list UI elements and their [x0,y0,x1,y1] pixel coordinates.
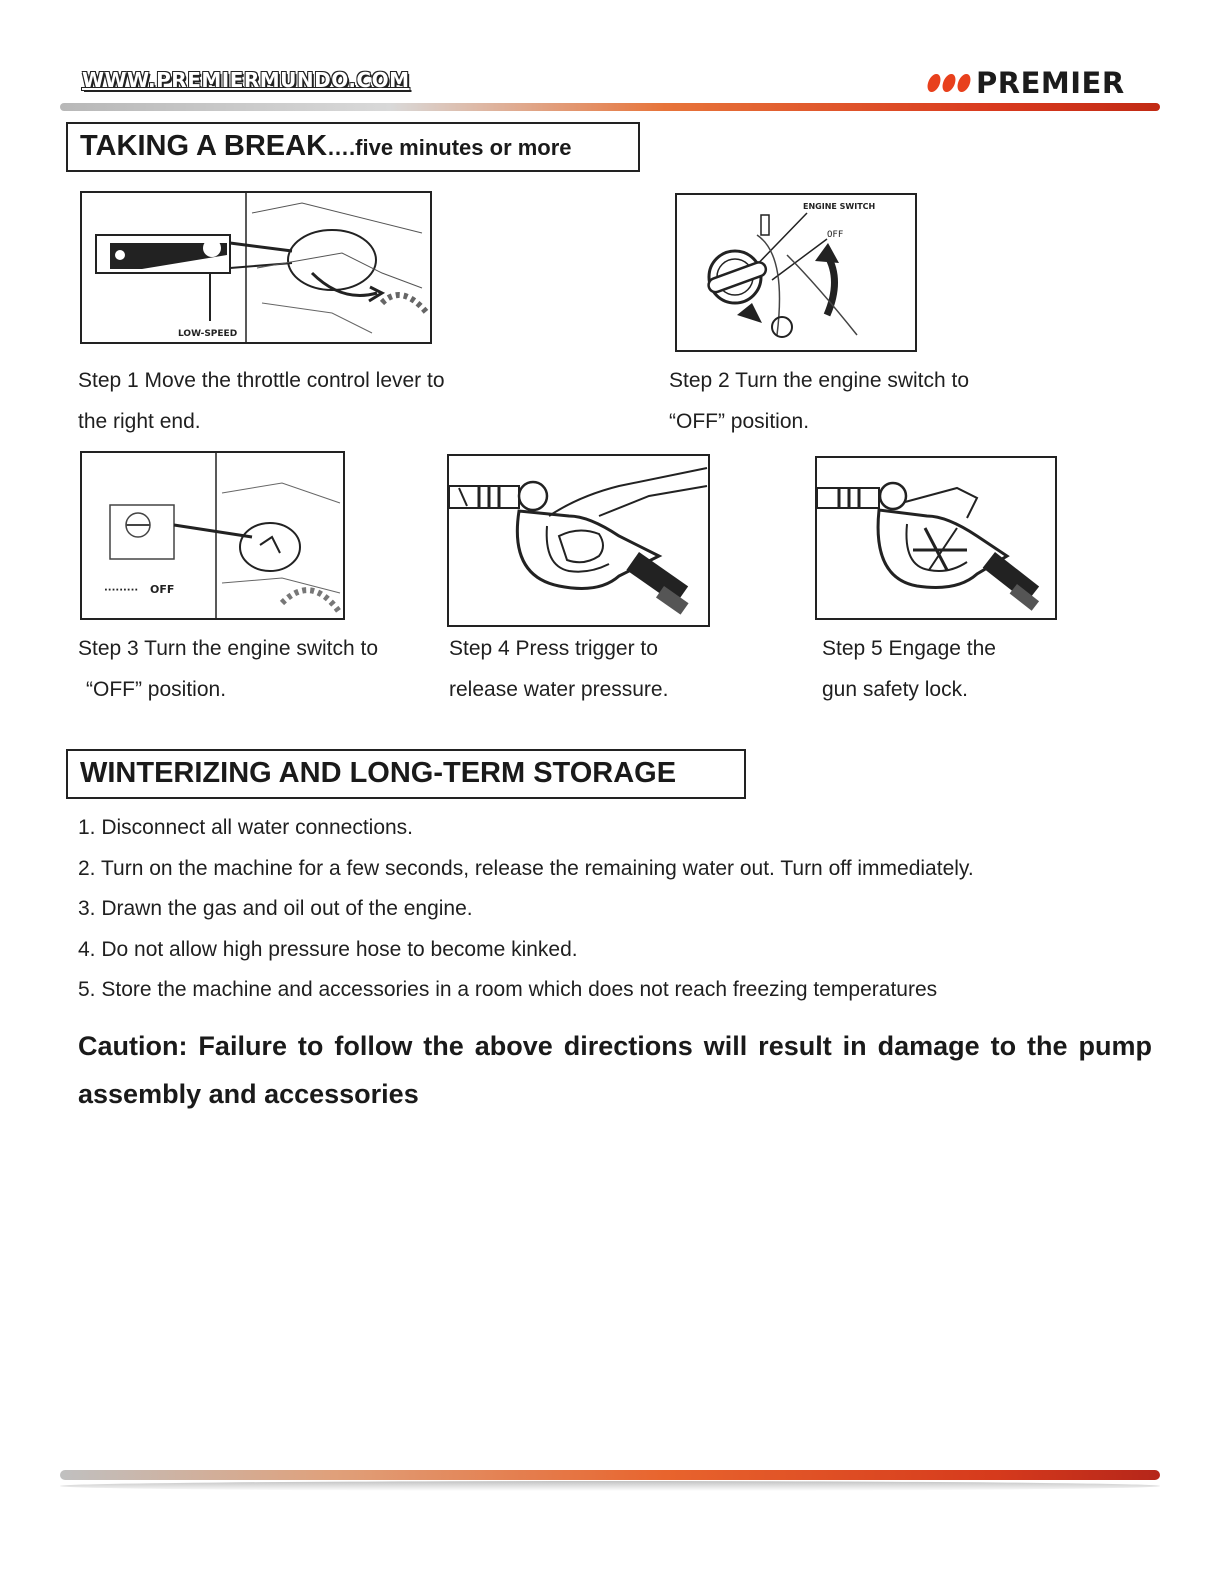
step-3-line-1: Step 3 Turn the engine switch to [78,637,379,660]
step-1-instruction [78,360,538,442]
logo-dots-icon [928,74,970,92]
step-2-line-2: “OFF” position. [669,410,810,433]
figure-label-low-speed: LOW-SPEED [178,329,238,339]
figure-safety-lock [815,456,1057,620]
header-divider [60,103,1160,111]
figure-throttle-lever [80,191,432,344]
step-2-instruction [669,360,1129,442]
step-5-line-1: Step 5 Engage the [822,637,996,660]
step-3-line-2: “OFF” position. [86,678,227,701]
step-4-line-2: release water pressure. [449,678,669,701]
figure-label-off-3: OFF [150,583,175,596]
list-item: 1. Disconnect all water connections. [78,816,414,839]
step-1-line-1: Step 1 Move the throttle control lever to [78,369,445,392]
step-5-line-2: gun safety lock. [822,678,968,701]
figure-label-off-dotted: ········· [104,585,139,596]
logo-text: PREMIER [976,66,1125,100]
figure-label-engine-switch: ENGINE SWITCH [803,202,876,211]
section-title-subtitle: five minutes or more [355,135,572,160]
figure-engine-switch [675,193,917,352]
section-title-dots: …. [327,135,356,160]
section-title-winterizing [66,749,746,799]
step-1-line-2: the right end. [78,410,201,433]
figure-press-trigger [447,454,710,627]
winterizing-list [78,808,1158,1011]
step-2-line-1: Step 2 Turn the engine switch to [669,369,970,392]
step-3-instruction [78,628,438,710]
list-item: 3. Drawn the gas and oil out of the engine. [78,897,473,920]
caution-notice: Caution: Failure to follow the above directions will result in damage to the pump assembly and accessories [78,1031,1152,1109]
list-item: 4. Do not allow high pressure hose to become kinked. [78,937,578,961]
section-title-main: TAKING A BREAK [80,130,328,162]
brand-logo [928,66,1125,100]
site-url[interactable]: WWW.PREMIERMUNDO.COM [82,68,410,92]
step-4-instruction [449,628,809,710]
step-5-instruction [822,628,1182,710]
figure-engine-switch-off [80,451,345,620]
footer-divider-shadow [60,1481,1160,1491]
winterizing-title: WINTERIZING AND LONG-TERM STORAGE [80,757,677,789]
figure-label-off: OFF [827,230,844,240]
footer-divider [60,1470,1160,1480]
step-4-line-1: Step 4 Press trigger to [449,637,658,660]
list-item: 5. Store the machine and accessories in a room which does not reach freezing temperatures [78,978,938,1001]
section-title-taking-break [66,122,640,172]
list-item: 2. Turn on the machine for a few seconds, release the remaining water out. Turn off immediately. [78,856,974,880]
